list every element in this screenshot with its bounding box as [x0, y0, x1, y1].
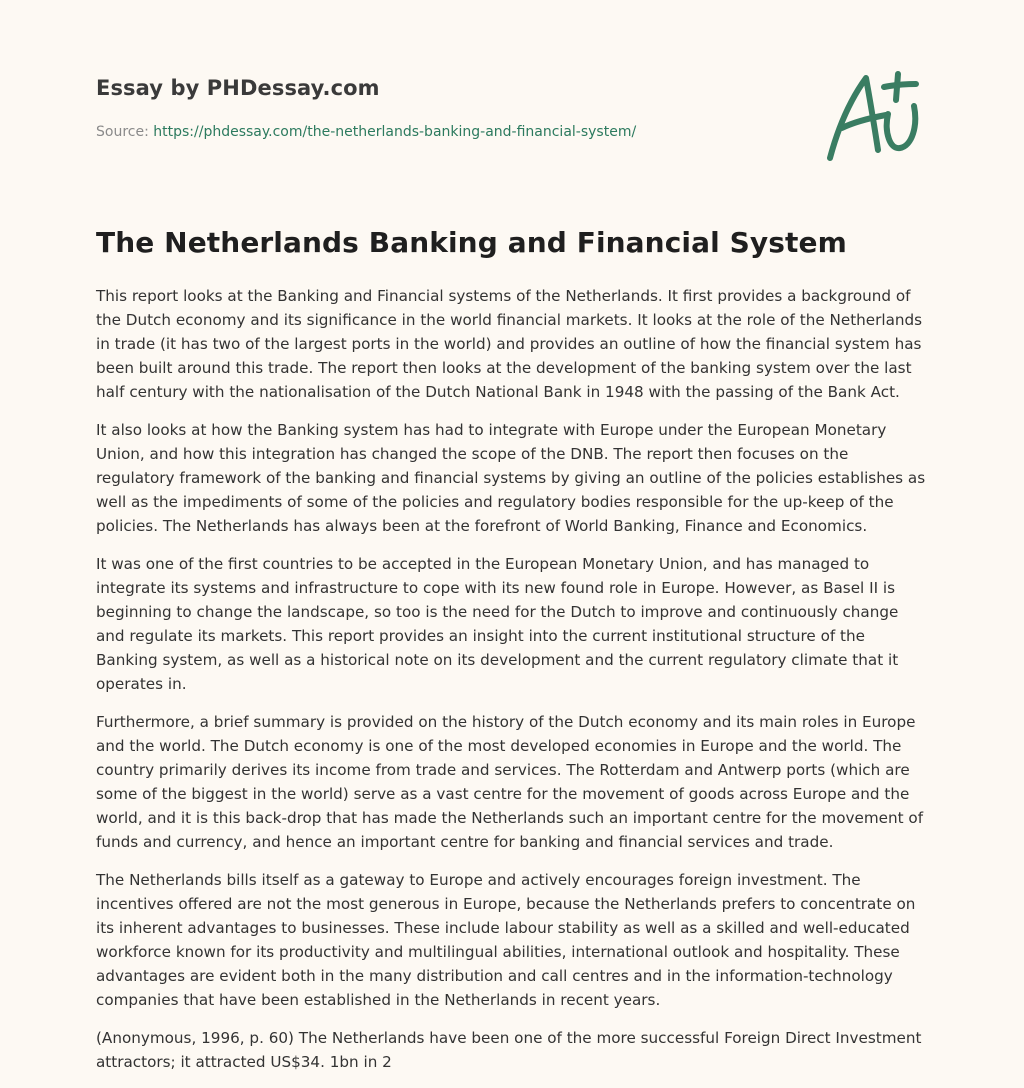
a-plus-grade-icon: [824, 68, 924, 164]
essay-page: [96, 0, 930, 1071]
page-header: [96, 0, 930, 170]
essay-paragraph: It was one of the first countries to be accepted in the European Monetary Union, and has managed to integrate its systems and infrastructure to cope with its new found role in Europe. However, as Basel II is beginning to change the landscape, so too is the need for the Dutch to improve and continuously change and regulate its markets. This report provides an insight into the current institutional structure of the Banking system, as well as a historical note on its development and the current regulatory climate that it operates in.: [96, 555, 899, 693]
essay-body: [96, 284, 930, 1088]
source-label: Source:: [96, 124, 154, 140]
site-title: Essay by PHDessay.com: [96, 76, 380, 100]
essay-paragraph: (Anonymous, 1996, p. 60) The Netherlands have been one of the more successful Foreign Direct Investment attractors; it attracted US$34. 1bn in 2: [96, 1029, 922, 1071]
essay-paragraph: It also looks at how the Banking system has had to integrate with Europe under the European Monetary Union, and how this integration has changed the scope of the DNB. The report then focuses on the regulatory framework of the banking and financial systems by giving an outline of the policies establishes as well as the impediments of some of the policies and regulatory bodies responsible for the up-keep of the policies. The Netherlands has always been at the forefront of World Banking, Finance and Economics.: [96, 421, 926, 535]
essay-title: The Netherlands Banking and Financial System: [96, 226, 847, 259]
essay-paragraph: The Netherlands bills itself as a gateway to Europe and actively encourages foreign investment. The incentives offered are not the most generous in Europe, because the Netherlands prefers to concentrate on its inherent advantages to businesses. These include labour stability as well as a skilled and well-educated workforce known for its productivity and multilingual abilities, international outlook and hospitality. These advantages are evident both in the many distribution and call centres and in the information-technology companies that have been established in the Netherlands in recent years.: [96, 871, 916, 1009]
source-line: [96, 124, 636, 140]
source-link[interactable]: https://phdessay.com/the-netherlands-banking-and-financial-system/: [153, 124, 637, 140]
essay-paragraph: This report looks at the Banking and Financial systems of the Netherlands. It first provides a background of the Dutch economy and its significance in the world financial markets. It looks at the role of the Netherlands in trade (it has two of the largest ports in the world) and provides an outline of how the financial system has been built around this trade. The report then looks at the development of the banking system over the last half century with the nationalisation of the Dutch National Bank in 1948 with the passing of the Bank Act.: [96, 287, 923, 401]
essay-paragraph: Furthermore, a brief summary is provided on the history of the Dutch economy and its main roles in Europe and the world. The Dutch economy is one of the most developed economies in Europe and the world. The country primarily derives its income from trade and services. The Rotterdam and Antwerp ports (which are some of the biggest in the world) serve as a vast centre for the movement of goods across Europe and the world, and it is this back-drop that has made the Netherlands such an important centre for the movement of funds and currency, and hence an important centre for banking and financial services and trade.: [96, 713, 924, 851]
